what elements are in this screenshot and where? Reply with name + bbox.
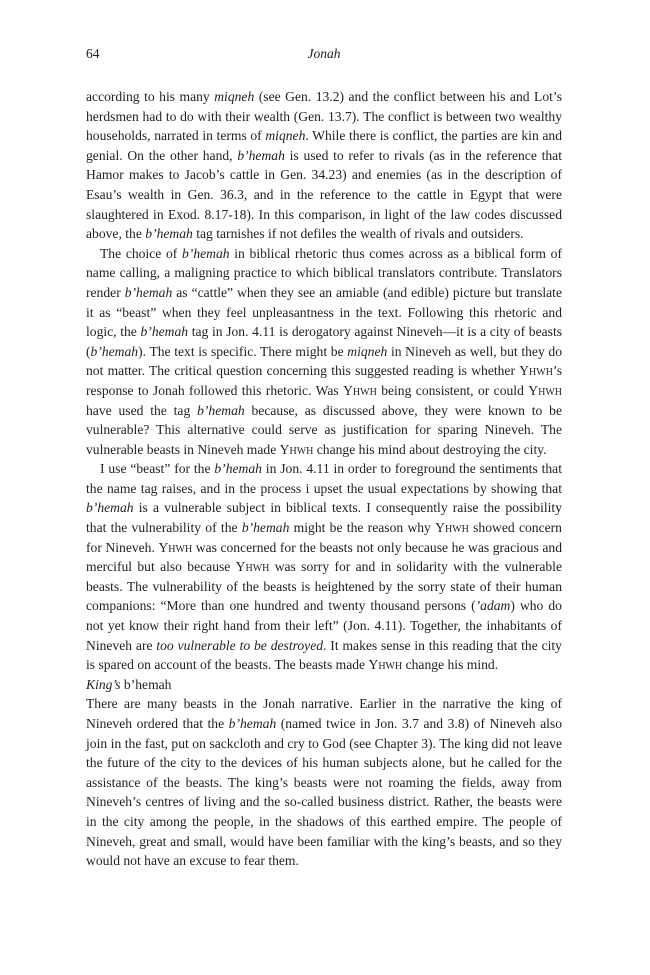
italic-term: b’hemah: [237, 147, 285, 163]
italic-term: b’hemah: [214, 461, 262, 477]
text-run: change his mind about destroying the city.: [313, 441, 547, 457]
page-number: 64: [86, 46, 100, 61]
italic-term: ’adam: [475, 598, 511, 614]
text-run: tag tarnishes if not defiles the wealth of rivals and outsiders.: [192, 226, 524, 242]
text-run: being consistent, or could: [376, 382, 529, 398]
text-run: might be the reason why: [289, 520, 436, 536]
text-run: (see Gen. 13.2) and the conflict between his and Lot’s herdsmen had to do with their wealth (Gen. 13.7). The conflict is between two wealthy households, narrated in terms of: [86, 89, 562, 144]
divine-name: Yhwh: [235, 559, 270, 575]
text-run: because, as discussed above, they were known to be vulnerable? This alternative could serve as justification for sparing Nineveh. The vulnerable beasts in Nineveh made: [86, 402, 563, 457]
divine-name: Yhwh: [519, 363, 553, 379]
text-run: according to his many: [86, 89, 215, 104]
text-run: (named twice in Jon. 3.7 and 3.8) of Nineveh also join in the fast, put on sackcloth and cry to God (see Chapter 3). The king did not leave the future of the city to the devices of his human subjects alone, but he called for the assistance of the beasts. The king’s beasts were not roaming the fields, away from Nineveh’s centres of living and the so-called business district. Rather, the beasts were in the city among the people, in the shadows of this earthed empire. The people of Nineveh, great and small, would have been familiar with the king’s beasts, and so they would not have an excuse to fear them.: [86, 716, 562, 869]
italic-term: miqneh: [214, 89, 255, 104]
section-heading-italic: King’s: [86, 676, 121, 692]
text-run: ) who do not yet know their right hand from their left” (Jon. 4.11). Together, the inhabitants of Nineveh are: [86, 598, 562, 653]
paragraph: [86, 244, 562, 460]
italic-term: miqneh: [347, 343, 388, 359]
divine-name: Yhwh: [343, 382, 377, 398]
text-run: . It makes sense in this reading that the city is spared on account of the beasts. The beasts made: [86, 637, 562, 673]
text-run: was concerned for the beasts not only because he was gracious and merciful but also because: [86, 539, 562, 575]
italic-term: b’hemah: [182, 245, 230, 261]
italic-term: miqneh: [265, 128, 306, 144]
italic-term: b’hemah: [145, 226, 193, 242]
text-run: showed concern for Nineveh.: [86, 520, 562, 555]
divine-name: Yhwh: [368, 657, 403, 673]
divine-name: Yhwh: [528, 382, 562, 398]
text-run: The choice of: [100, 245, 182, 261]
italic-term: b’hemah: [90, 343, 139, 359]
italic-term: b’hemah: [241, 520, 290, 536]
page-header: [86, 46, 562, 64]
text-run: is used to refer to rivals (as in the reference that Hamor makes to Jacob’s cattle in Gen. 34.23) and enemies (as in the description of Esau’s wealth in Gen. 36.3, and in the reference to the cattle in Egypt that were slaughtered in Exod. 8.17-18). In this comparison, in light of the law codes discussed above, the: [86, 147, 562, 242]
italic-term: b’hemah: [124, 284, 173, 300]
divine-name: Yhwh: [435, 520, 469, 536]
text-run: in Nineveh as well, but they do not matter. The critical question concerning this suggested reading is whether: [86, 343, 562, 379]
section-heading-roman: b’hemah: [120, 676, 172, 692]
text-run: have used the tag: [86, 402, 198, 418]
paragraph: [86, 459, 562, 675]
text-run: is a vulnerable subject in biblical texts. I consequently raise the possibility that the vulnerability of the: [86, 500, 562, 536]
text-run: ). The text is specific. There might be: [138, 343, 348, 359]
section-heading: [86, 675, 562, 695]
italic-term: b’hemah: [140, 324, 189, 340]
italic-term: b’hemah: [197, 402, 245, 418]
text-run: ’s response to Jonah followed this rhetoric. Was: [86, 363, 562, 398]
running-title: Jonah: [307, 46, 341, 61]
text-run: was sorry for and in solidarity with the vulnerable beasts. The vulnerability of the beasts is heightened by the sorry state of their human companions: “More than one hundred and twenty thousand persons (: [86, 559, 562, 614]
text-run: in Jon. 4.11 in order to foreground the sentiments that the name tag raises, and in the process i upset the usual expectations by showing that: [86, 461, 562, 496]
text-run: in biblical rhetoric thus comes across as a biblical form of name calling, a maligning practice to which biblical translators contribute. Translators render: [86, 245, 562, 300]
divine-name: Yhwh: [279, 441, 314, 457]
text-run: I use “beast” for the: [100, 461, 215, 477]
italic-term: too vulnerable to be destroyed: [156, 637, 324, 653]
paragraph: [86, 87, 562, 244]
italic-term: b’hemah: [228, 716, 277, 731]
text-run: change his mind.: [402, 657, 499, 673]
text-run: tag in Jon. 4.11 is derogatory against Nineveh—it is a city of beasts (: [86, 324, 563, 359]
italic-term: b’hemah: [86, 500, 134, 516]
text-run: as “cattle” when they see an amiable (and edible) picture but translate it as “beast” when they feel unpleasantness in the text. Following this rhetoric and logic, the: [86, 284, 562, 340]
divine-name: Yhwh: [158, 539, 193, 555]
body-text: [86, 87, 562, 871]
text-run: There are many beasts in the Jonah narrative. Earlier in the narrative the king of Nineveh ordered that the: [86, 696, 562, 731]
paragraph: [86, 694, 562, 870]
text-run: . While there is conflict, the parties are kin and genial. On the other hand,: [86, 128, 562, 163]
